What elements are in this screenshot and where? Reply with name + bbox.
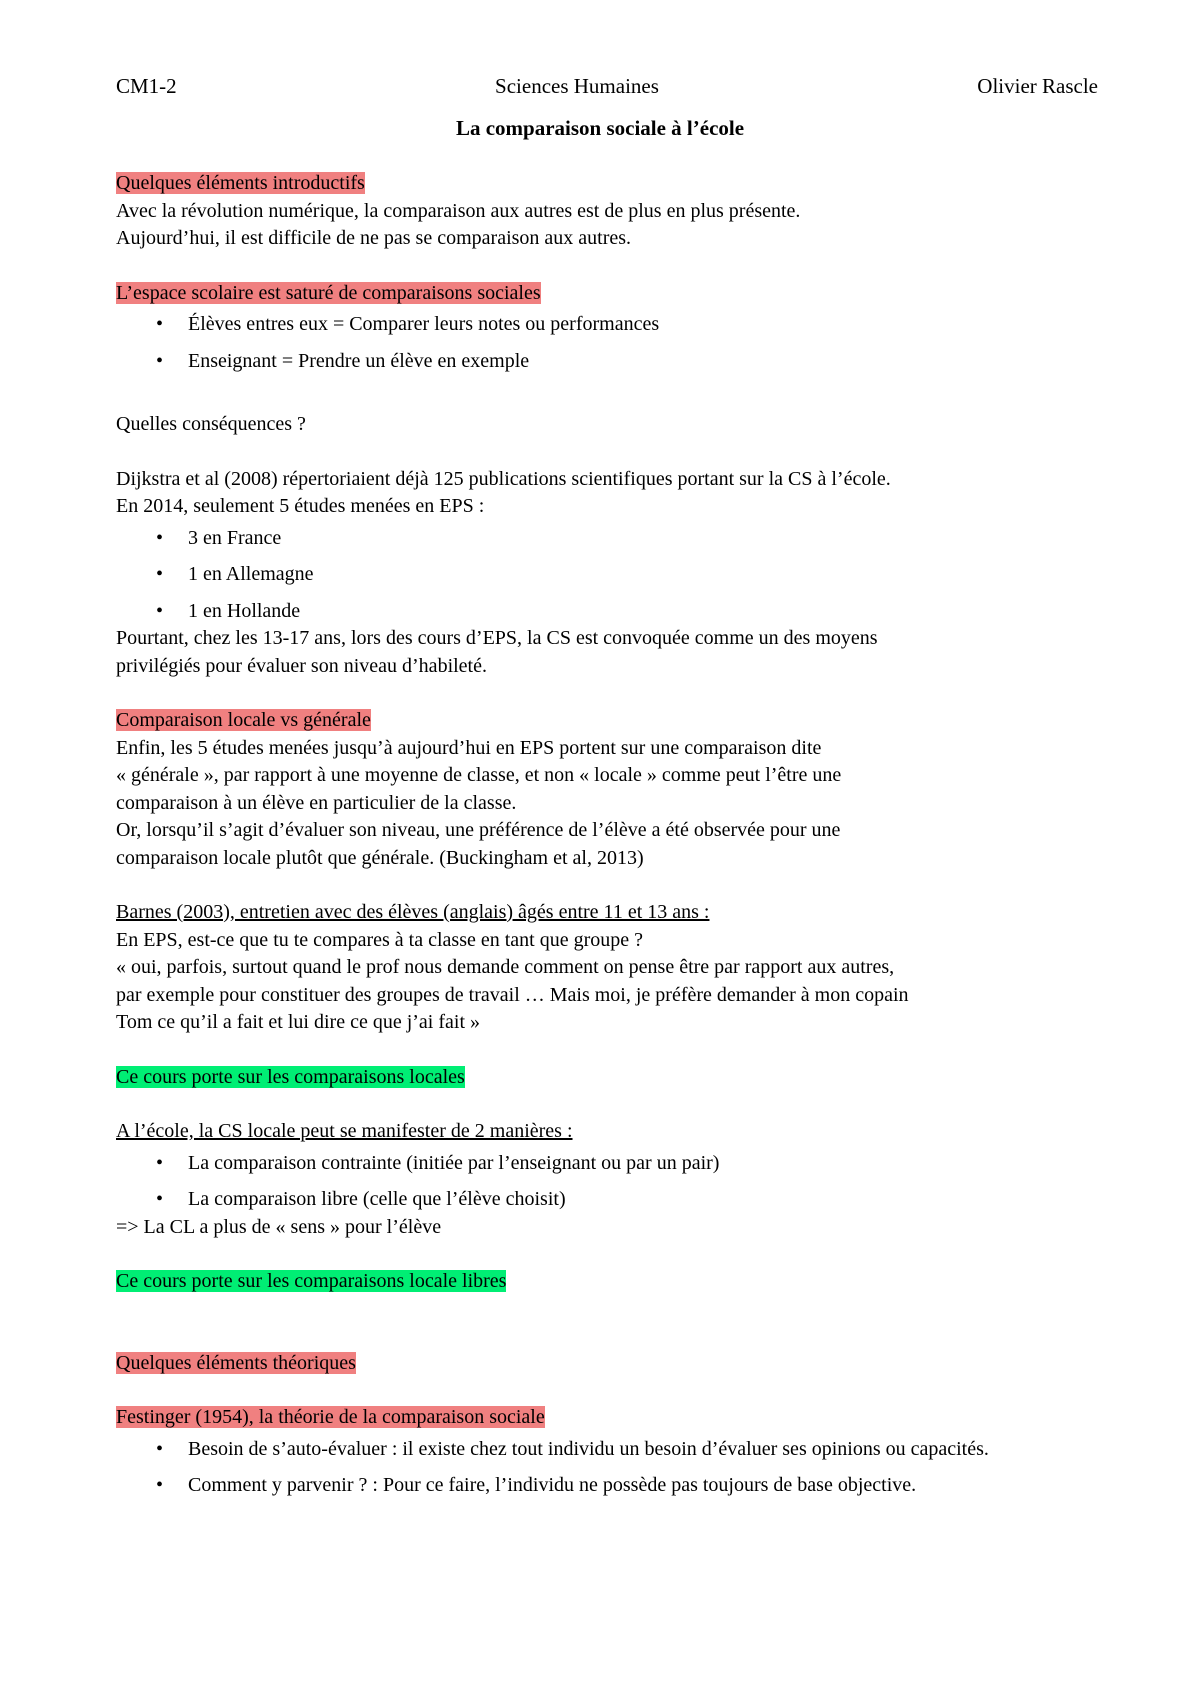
bullet-list: [116, 1150, 1106, 1214]
paragraph: En EPS, est-ce que tu te compares à ta classe en tant que groupe ?: [116, 928, 644, 951]
section-heading-two-ways: A l’école, la CS locale peut se manifester de 2 manières :: [116, 1120, 573, 1142]
list-item: • Enseignant = Prendre un élève en exemple: [116, 348, 1106, 376]
bullet-icon: •: [156, 563, 164, 585]
section-heading-local-vs-general: Comparaison locale vs générale: [116, 709, 371, 731]
paragraph: privilégiés pour évaluer son niveau d’habileté.: [116, 654, 487, 677]
highlight-note-local: Ce cours porte sur les comparaisons locales: [116, 1065, 465, 1088]
question-text: Quelles conséquences ?: [116, 413, 306, 435]
page-title: La comparaison sociale à l’école: [455, 116, 745, 140]
paragraph: Pourtant, chez les 13-17 ans, lors des cours d’EPS, la CS est convoquée comme un des moyens: [116, 627, 878, 649]
bullet-icon: •: [156, 599, 164, 622]
highlight-note-local-free: Ce cours porte sur les comparaisons locale libres: [116, 1270, 507, 1292]
section-heading-theory: Quelques éléments théoriques: [116, 1351, 356, 1374]
bullet-list: [116, 311, 1106, 375]
paragraph: => La CL a plus de « sens » pour l’élève: [116, 1215, 442, 1238]
section-heading-school-space: L’espace scolaire est saturé de comparaisons sociales: [116, 281, 541, 304]
header-author: Olivier Rascle: [977, 74, 1098, 98]
quote-text: par exemple pour constituer des groupes de travail … Mais moi, je préfère demander à mon copain: [116, 983, 909, 1006]
bullet-icon: •: [156, 1151, 164, 1174]
paragraph: comparaison locale plutôt que générale. (Buckingham et al, 2013): [116, 846, 644, 869]
paragraph: Enfin, les 5 études menées jusqu’à aujourd’hui en EPS portent sur une comparaison dite: [116, 736, 822, 759]
list-item: • 1 en Allemagne: [116, 561, 1106, 589]
bullet-icon: •: [156, 1474, 164, 1496]
paragraph: Dijkstra et al (2008) répertoriaient déjà 125 publications scientifiques portant sur la CS à l’école.: [116, 467, 891, 490]
quote-text: Tom ce qu’il a fait et lui dire ce que j’ai fait »: [116, 1011, 481, 1033]
paragraph: Aujourd’hui, il est difficile de ne pas se comparaison aux autres.: [116, 227, 632, 249]
paragraph: Avec la révolution numérique, la comparaison aux autres est de plus en plus présente.: [116, 199, 801, 222]
list-item: • La comparaison contrainte (initiée par l’enseignant ou par un pair): [116, 1150, 1106, 1178]
bullet-icon: •: [156, 526, 164, 549]
paragraph: Or, lorsqu’il s’agit d’évaluer son niveau, une préférence de l’élève a été observée pour une: [116, 819, 841, 841]
section-heading-intro: Quelques éléments introductifs: [116, 172, 365, 194]
paragraph: « générale », par rapport à une moyenne de classe, et non « locale » comme peut l’être une: [116, 764, 842, 786]
quote-text: « oui, parfois, surtout quand le prof nous demande comment on pense être par rapport aux autres,: [116, 956, 895, 978]
section-heading-festinger: Festinger (1954), la théorie de la comparaison sociale: [116, 1406, 545, 1428]
bullet-list: [116, 1436, 1106, 1500]
list-item: • 1 en Hollande: [116, 598, 1106, 626]
list-item: • Comment y parvenir ? : Pour ce faire, l’individu ne possède pas toujours de base objective.: [116, 1472, 1106, 1500]
header-course-code: CM1-2: [116, 74, 177, 98]
document-body: [116, 170, 1106, 1509]
list-item: • La comparaison libre (celle que l’élève choisit): [116, 1186, 1106, 1214]
bullet-icon: •: [156, 313, 164, 335]
page-header: [116, 74, 1098, 99]
list-item: • Élèves entres eux = Comparer leurs notes ou performances: [116, 311, 1106, 339]
bullet-icon: •: [156, 1437, 164, 1460]
paragraph: comparaison à un élève en particulier de la classe.: [116, 791, 517, 814]
paragraph: En 2014, seulement 5 études menées en EPS :: [116, 495, 485, 517]
list-item: • Besoin de s’auto-évaluer : il existe chez tout individu un besoin d’évaluer ses opinions ou capacités.: [116, 1436, 1106, 1464]
section-heading-barnes: Barnes (2003), entretien avec des élèves (anglais) âgés entre 11 et 13 ans :: [116, 901, 710, 923]
bullet-list: [116, 525, 1106, 626]
header-subject: Sciences Humaines: [495, 74, 659, 98]
bullet-icon: •: [156, 1188, 164, 1210]
bullet-icon: •: [156, 349, 164, 372]
list-item: • 3 en France: [116, 525, 1106, 553]
